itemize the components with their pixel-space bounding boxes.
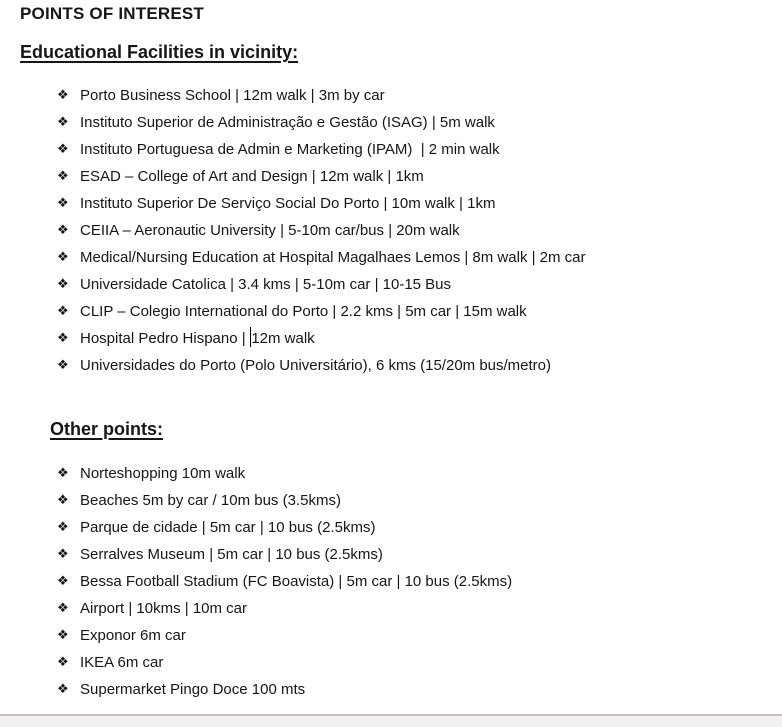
section-heading-educational-facilities: Educational Facilities in vicinity:: [20, 42, 299, 62]
diamond-bullet-icon: ❖: [57, 223, 69, 238]
list-item: [0, 487, 782, 514]
list-item-text: Bessa Football Stadium (FC Boavista) | 5m car | 10 bus (2.5kms): [80, 573, 513, 590]
list-item: [0, 271, 782, 298]
list-item: [0, 109, 782, 136]
list-item-text: Parque de cidade | 5m car | 10 bus (2.5kms): [80, 519, 376, 536]
list-item: [0, 514, 782, 541]
list-item: [0, 136, 782, 163]
list-item-text: Instituto Superior de Administração e Gestão (ISAG) | 5m walk: [80, 114, 495, 131]
educational-facilities-list: [0, 82, 782, 379]
list-item: [0, 244, 782, 271]
diamond-bullet-icon: ❖: [57, 304, 69, 319]
list-item-text: Supermarket Pingo Doce 100 mts: [80, 681, 306, 698]
list-item: [0, 163, 782, 190]
diamond-bullet-icon: ❖: [57, 196, 69, 211]
list-item: [0, 325, 782, 352]
list-item-text: Instituto Superior De Serviço Social Do Porto | 10m walk | 1km: [80, 195, 496, 212]
list-item: [0, 541, 782, 568]
diamond-bullet-icon: ❖: [57, 331, 69, 346]
diamond-bullet-icon: ❖: [57, 277, 69, 292]
diamond-bullet-icon: ❖: [57, 655, 69, 670]
list-item-text: Universidades do Porto (Polo Universitário), 6 kms (15/20m bus/metro): [80, 357, 552, 374]
list-item: [0, 190, 782, 217]
list-item: [0, 217, 782, 244]
text-cursor: [250, 327, 252, 347]
list-item-text: Beaches 5m by car / 10m bus (3.5kms): [80, 492, 341, 509]
diamond-bullet-icon: ❖: [57, 493, 69, 508]
list-item-text: IKEA 6m car: [80, 654, 164, 671]
section-heading-other-points: Other points:: [50, 419, 163, 439]
other-points-list: [0, 460, 782, 703]
diamond-bullet-icon: ❖: [57, 358, 69, 373]
diamond-bullet-icon: ❖: [57, 628, 69, 643]
diamond-bullet-icon: ❖: [57, 601, 69, 616]
list-item: [0, 622, 782, 649]
list-item-text: Universidade Catolica | 3.4 kms | 5-10m car | 10-15 Bus: [80, 276, 452, 293]
diamond-bullet-icon: ❖: [57, 88, 69, 103]
list-item-text: Serralves Museum | 5m car | 10 bus (2.5kms): [80, 546, 383, 563]
list-item-text: Exponor 6m car: [80, 627, 186, 644]
list-item: [0, 460, 782, 487]
list-item: [0, 82, 782, 109]
diamond-bullet-icon: ❖: [57, 115, 69, 130]
diamond-bullet-icon: ❖: [57, 250, 69, 265]
diamond-bullet-icon: ❖: [57, 574, 69, 589]
list-item-text: Medical/Nursing Education at Hospital Magalhaes Lemos | 8m walk | 2m car: [80, 249, 586, 266]
list-item-text: Hospital Pedro Hispano | 12m walk: [80, 330, 315, 347]
list-item-text: Norteshopping 10m walk: [80, 465, 246, 482]
diamond-bullet-icon: ❖: [57, 682, 69, 697]
diamond-bullet-icon: ❖: [57, 142, 69, 157]
list-item-text: Airport | 10kms | 10m car: [80, 600, 248, 617]
window-bottom-status-bar: [0, 714, 782, 727]
diamond-bullet-icon: ❖: [57, 169, 69, 184]
list-item-text: CEIIA – Aeronautic University | 5-10m car/bus | 20m walk: [80, 222, 460, 239]
list-item: [0, 352, 782, 379]
document-title: POINTS OF INTEREST: [20, 4, 205, 23]
diamond-bullet-icon: ❖: [57, 520, 69, 535]
list-item: [0, 298, 782, 325]
list-item: [0, 568, 782, 595]
list-item: [0, 595, 782, 622]
list-item-text: CLIP – Colegio International do Porto | 2.2 kms | 5m car | 15m walk: [80, 303, 527, 320]
list-item-text: ESAD – College of Art and Design | 12m walk | 1km: [80, 168, 424, 185]
list-item: [0, 649, 782, 676]
list-item: [0, 676, 782, 703]
list-item-text: Porto Business School | 12m walk | 3m by car: [80, 87, 385, 104]
diamond-bullet-icon: ❖: [57, 547, 69, 562]
list-item-text: Instituto Portuguesa de Admin e Marketing (IPAM) | 2 min walk: [80, 141, 500, 158]
diamond-bullet-icon: ❖: [57, 466, 69, 481]
